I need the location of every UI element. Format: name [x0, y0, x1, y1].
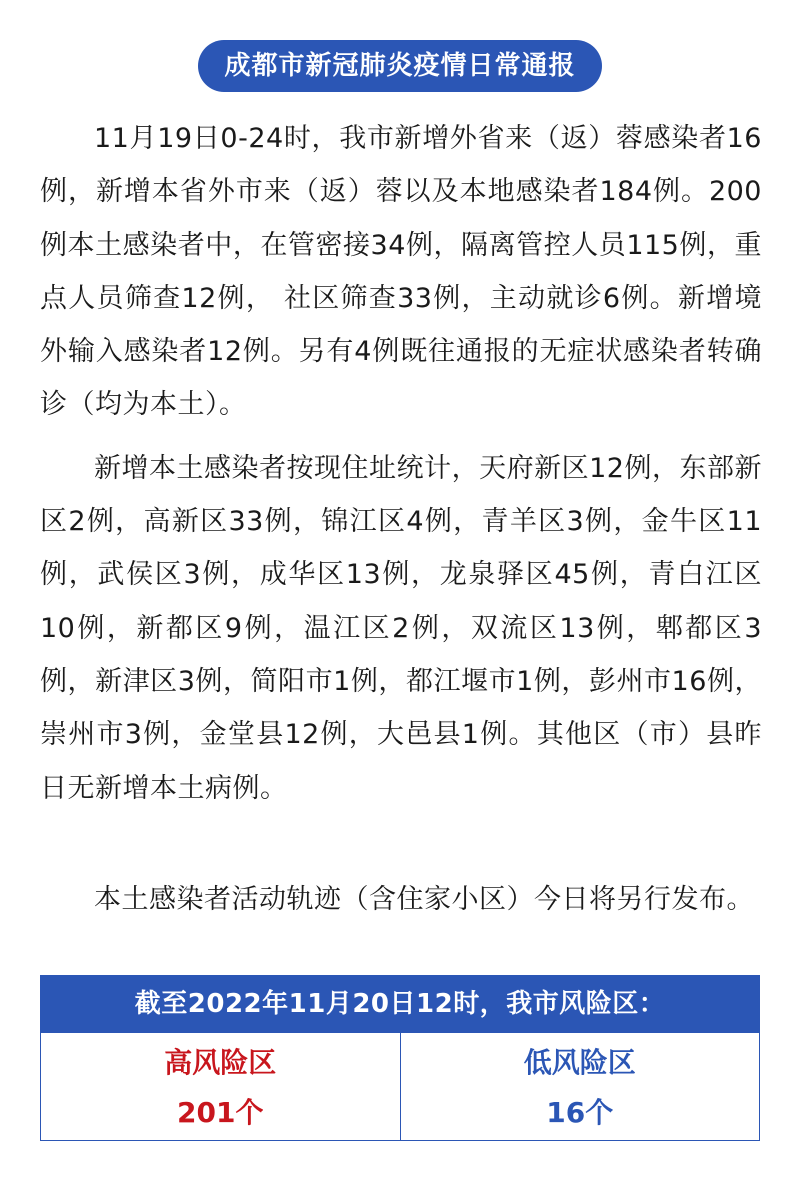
page-title: 成都市新冠肺炎疫情日常通报: [198, 40, 601, 92]
paragraph-activity-tracks: 本土感染者活动轨迹（含住家小区）今日将另行发布。: [94, 883, 754, 915]
high-risk-label: 高风险区: [164, 1046, 277, 1079]
high-risk-count: 201个: [177, 1096, 264, 1129]
title-banner: [0, 40, 800, 92]
paragraph-district-breakdown: 新增本土感染者按现住址统计，天府新区12例，东部新区2例，高新区33例，锦江区4例，青羊区3例，金牛区11例，武侯区3例，成华区13例，龙泉驿区45例，青白江区10例，新都区9例，温江区2例，双流区13例，郫都区3例，新津区3例，简阳市1例，都江堰市1例，彭州市16例，崇州市3例，金堂县12例，大邑县1例。其他区（市）县昨日无新增本土病例。: [40, 452, 762, 804]
low-risk-count: 16个: [546, 1096, 614, 1129]
high-risk-column: [41, 1033, 400, 1140]
low-risk-label: 低风险区: [523, 1046, 636, 1079]
low-risk-column: [400, 1033, 760, 1140]
paragraph-summary: 11月19日0-24时，我市新增外省来（返）蓉感染者16例，新增本省外市来（返）蓉以及本地感染者184例。200例本土感染者中，在管密接34例，隔离管控人员115例，重点人员筛查12例， 社区筛查33例，主动就诊6例。新增境外输入感染者12例。另有4例既往通报的无症状感染者转确诊（均为本土）。: [40, 123, 762, 421]
report-body: [40, 112, 762, 926]
risk-table-header: 截至2022年11月20日12时，我市风险区：: [41, 976, 759, 1033]
risk-area-table: [40, 975, 760, 1141]
